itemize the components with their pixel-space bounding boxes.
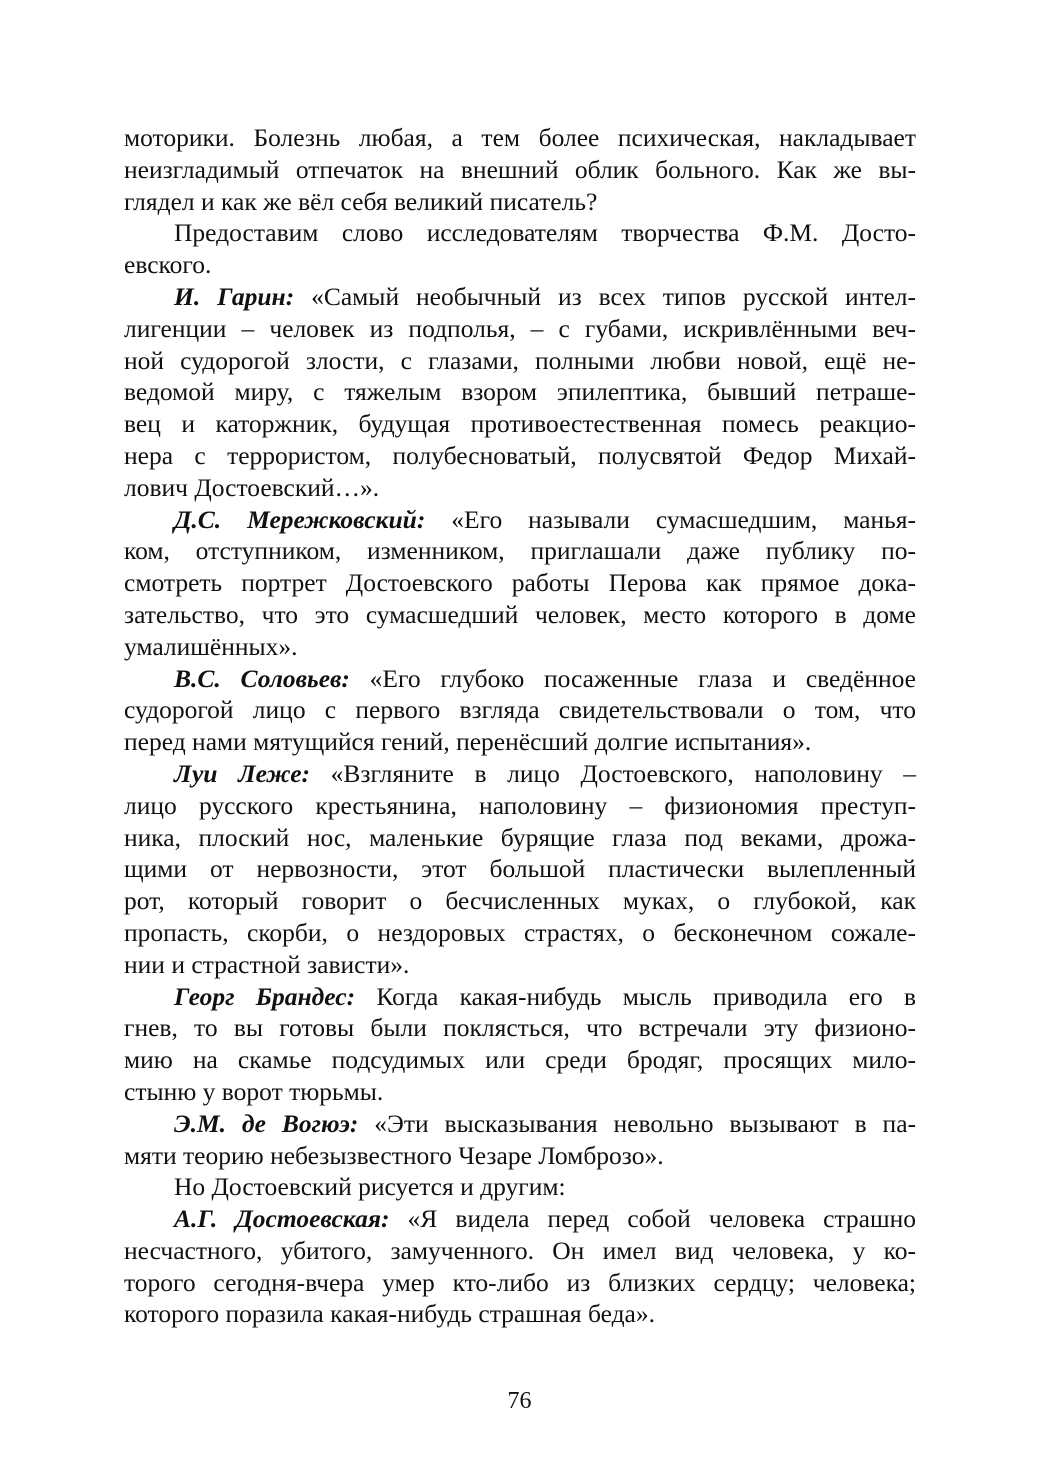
text-line	[124, 599, 916, 631]
text-line	[124, 122, 916, 154]
text-line	[124, 631, 916, 663]
line-text: мию на скамье подсудимых или среди бродяг, просящих мило-	[124, 1045, 916, 1075]
line-text: гнев, то вы готовы были поклясться, что встречали эту физионо-	[124, 1013, 916, 1043]
line-text: моторики. Болезнь любая, а тем более психическая, накладывает	[124, 123, 916, 152]
line-text: «Его глубоко посаженные глаза и сведённое	[349, 663, 916, 693]
text-line	[124, 822, 916, 854]
line-text: лицо русского крестьянина, наполовину – физиономия преступ-	[124, 790, 916, 820]
text-line	[124, 885, 916, 917]
page-number: 76	[507, 1388, 532, 1414]
line-text: нии и страстной зависти».	[124, 949, 410, 979]
line-text: ведомой миру, с тяжелым взором эпилептика, бывший петраше-	[124, 377, 916, 407]
line-text: вец и каторжник, будущая противоестественная помесь реакцио-	[124, 409, 916, 439]
text-line	[124, 217, 916, 249]
text-line	[124, 663, 916, 695]
line-text: ника, плоский нос, маленькие бурящие глаза под веками, дрожа-	[124, 822, 916, 852]
quote-author: В.С. Соловьев:	[174, 663, 350, 693]
line-text: глядел и как же вёл себя великий писатель?	[124, 186, 598, 216]
text-line	[124, 1171, 916, 1203]
line-text: «Я видела перед собой человека страшно	[389, 1204, 916, 1234]
quote-author: А.Г. Достоевская:	[174, 1204, 390, 1234]
quote-author: И. Гарин:	[174, 281, 295, 311]
line-text: ной судорогой злости, с глазами, полными любви новой, ещё не-	[124, 345, 916, 375]
text-line	[124, 1108, 916, 1140]
text-line	[124, 853, 916, 885]
text-line	[124, 1076, 916, 1108]
line-text: мяти теорию небезызвестного Чезаре Ломброзо».	[124, 1140, 664, 1170]
text-line	[124, 1012, 916, 1044]
text-line	[124, 1203, 916, 1235]
text-line	[124, 249, 916, 281]
text-line	[124, 154, 916, 186]
text-line	[124, 345, 916, 377]
line-text: нера с террористом, полубесноватый, полусвятой Федор Михай-	[124, 440, 916, 470]
page-body	[124, 122, 916, 1330]
text-line	[124, 376, 916, 408]
text-line	[124, 1267, 916, 1299]
text-line	[124, 949, 916, 981]
line-text: неизгладимый отпечаток на внешний облик больного. Как же вы-	[124, 154, 916, 184]
line-text: «Его называли сумасшедшим, манья-	[425, 504, 916, 534]
text-line	[124, 1235, 916, 1267]
line-text: «Самый необычный из всех типов русской интел-	[294, 281, 916, 311]
text-line	[124, 313, 916, 345]
line-text: торого сегодня-вчера умер кто-либо из близких сердцу; человека;	[124, 1267, 916, 1297]
line-text: лигенции – человек из подполья, – с губами, искривлёнными веч-	[124, 313, 916, 343]
quote-author: Луи Леже:	[174, 758, 311, 788]
text-line	[124, 790, 916, 822]
quote-author: Георг Брандес:	[174, 981, 356, 1011]
line-text: судорогой лицо с первого взгляда свидетельствовали о том, что	[124, 695, 916, 725]
text-line	[124, 694, 916, 726]
text-line	[124, 535, 916, 567]
line-text: зательство, что это сумасшедший человек, место которого в доме	[124, 599, 916, 629]
text-line	[124, 408, 916, 440]
quote-author: Д.С. Мережковский:	[174, 504, 426, 534]
line-text: Предоставим слово исследователям творчества Ф.М. Досто-	[174, 218, 916, 248]
line-text: пропасть, скорби, о нездоровых страстях, о бесконечном сожале-	[124, 917, 916, 947]
line-text: «Взгляните в лицо Достоевского, наполовину –	[310, 758, 916, 788]
line-text: ком, отступником, изменником, приглашали даже публику по-	[124, 536, 916, 566]
text-line	[124, 567, 916, 599]
text-line	[124, 186, 916, 218]
line-text: «Эти высказывания невольно вызывают в па-	[358, 1108, 917, 1138]
line-text: лович Достоевский…».	[124, 472, 380, 502]
line-text: стыню у ворот тюрьмы.	[124, 1076, 384, 1106]
text-line	[124, 917, 916, 949]
line-text: перед нами мятущийся гений, перенёсший долгие испытания».	[124, 727, 812, 757]
line-text: умалишённых».	[124, 631, 298, 661]
quote-author: Э.М. де Вогюэ:	[174, 1108, 359, 1138]
line-text: рот, который говорит о бесчисленных муках, о глубокой, как	[124, 886, 916, 916]
line-text: Когда какая-нибудь мысль приводила его в	[355, 981, 917, 1011]
line-text: которого поразила какая-нибудь страшная беда».	[124, 1299, 655, 1329]
text-line	[124, 1140, 916, 1172]
line-text: евского.	[124, 250, 212, 280]
text-line	[124, 1298, 916, 1330]
text-line	[124, 726, 916, 758]
text-line	[124, 758, 916, 790]
text-line	[124, 1044, 916, 1076]
line-text: несчастного, убитого, замученного. Он имел вид человека, у ко-	[124, 1235, 916, 1265]
line-text: смотреть портрет Достоевского работы Перова как прямое дока-	[124, 568, 916, 598]
text-line	[124, 281, 916, 313]
text-line	[124, 472, 916, 504]
text-line	[124, 981, 916, 1013]
line-text: Но Достоевский рисуется и другим:	[174, 1172, 566, 1202]
text-line	[124, 440, 916, 472]
text-line	[124, 504, 916, 536]
line-text: щими от нервозности, этот большой пластически вылепленный	[124, 854, 916, 884]
